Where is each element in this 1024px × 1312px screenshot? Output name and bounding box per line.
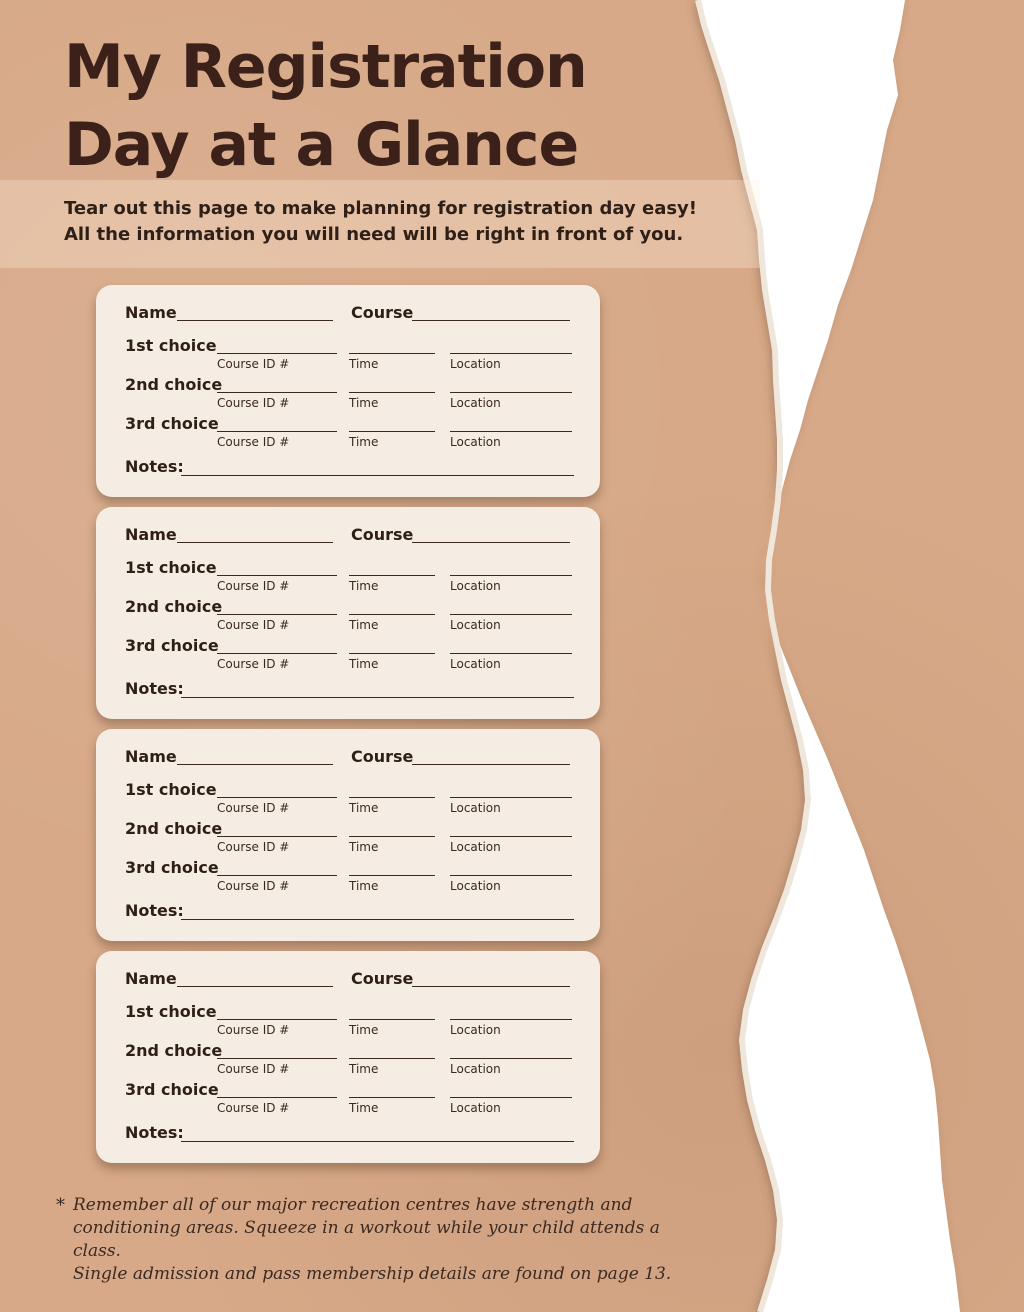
first-choice-row [125,558,574,598]
name-field[interactable] [177,542,333,543]
first-choice-course-id-field[interactable] [217,575,337,576]
first-choice-location-field[interactable] [450,797,572,798]
second-choice-row [125,1041,574,1081]
third-choice-label: 3rd choice [125,1080,219,1099]
first-choice-location-caption: Location [450,1023,501,1037]
title-line: Day at a Glance [64,110,579,180]
second-choice-time-field[interactable] [349,836,435,837]
first-choice-time-caption: Time [349,579,379,593]
first-choice-time-caption: Time [349,1023,379,1037]
footnote [56,1194,696,1286]
name-label: Name [125,303,177,322]
intro-text [64,196,724,248]
second-choice-row [125,819,574,859]
second-choice-location-field[interactable] [450,1058,572,1059]
third-choice-time-field[interactable] [349,1097,435,1098]
registration-card [96,285,600,497]
first-choice-location-field[interactable] [450,575,572,576]
page-title [64,28,684,184]
second-choice-time-caption: Time [349,840,379,854]
registration-card [96,729,600,941]
footnote-line: conditioning areas. Squeeze in a workout while your child attends a class. [73,1218,660,1261]
first-choice-time-caption: Time [349,801,379,815]
first-choice-time-field[interactable] [349,1019,435,1020]
asterisk-icon: * [56,1195,65,1216]
first-choice-course-id-field[interactable] [217,797,337,798]
name-course-row [125,303,574,327]
first-choice-course-id-caption: Course ID # [217,579,290,593]
second-choice-time-caption: Time [349,396,379,410]
first-choice-course-id-caption: Course ID # [217,357,290,371]
second-choice-time-field[interactable] [349,1058,435,1059]
first-choice-course-id-field[interactable] [217,1019,337,1020]
third-choice-row [125,636,574,676]
course-label: Course [351,525,414,544]
third-choice-time-caption: Time [349,879,379,893]
third-choice-course-id-caption: Course ID # [217,1101,290,1115]
notes-label: Notes: [125,457,184,476]
course-field[interactable] [412,320,570,321]
second-choice-label: 2nd choice [125,819,223,838]
course-label: Course [351,969,414,988]
second-choice-course-id-field[interactable] [217,614,337,615]
third-choice-course-id-field[interactable] [217,875,337,876]
footnote-line: Single admission and pass membership details are found on page 13. [73,1264,672,1284]
registration-card [96,507,600,719]
first-choice-course-id-field[interactable] [217,353,337,354]
name-field[interactable] [177,320,333,321]
first-choice-label: 1st choice [125,780,217,799]
notes-field[interactable] [181,475,574,476]
second-choice-row [125,375,574,415]
first-choice-label: 1st choice [125,336,217,355]
second-choice-row [125,597,574,637]
third-choice-row [125,414,574,454]
first-choice-row [125,780,574,820]
third-choice-location-field[interactable] [450,875,572,876]
second-choice-course-id-caption: Course ID # [217,618,290,632]
notes-row [125,1123,574,1147]
third-choice-row [125,858,574,898]
notes-row [125,679,574,703]
third-choice-location-field[interactable] [450,653,572,654]
first-choice-row [125,1002,574,1042]
notes-field[interactable] [181,1141,574,1142]
notes-label: Notes: [125,1123,184,1142]
third-choice-course-id-field[interactable] [217,1097,337,1098]
title-line: My Registration [64,32,587,102]
name-field[interactable] [177,986,333,987]
first-choice-location-caption: Location [450,357,501,371]
name-course-row [125,747,574,771]
third-choice-time-caption: Time [349,657,379,671]
intro-line: All the information you will need will be right in front of you. [64,224,684,245]
second-choice-course-id-field[interactable] [217,392,337,393]
second-choice-location-caption: Location [450,618,501,632]
second-choice-course-id-caption: Course ID # [217,840,290,854]
footnote-line: Remember all of our major recreation centres have strength and [73,1195,633,1215]
third-choice-row [125,1080,574,1120]
third-choice-location-caption: Location [450,657,501,671]
registration-card [96,951,600,1163]
name-field[interactable] [177,764,333,765]
first-choice-time-field[interactable] [349,353,435,354]
second-choice-label: 2nd choice [125,375,223,394]
second-choice-time-field[interactable] [349,614,435,615]
course-label: Course [351,303,414,322]
third-choice-course-id-field[interactable] [217,653,337,654]
first-choice-label: 1st choice [125,558,217,577]
second-choice-label: 2nd choice [125,597,223,616]
first-choice-time-caption: Time [349,357,379,371]
name-label: Name [125,969,177,988]
second-choice-time-caption: Time [349,1062,379,1076]
second-choice-label: 2nd choice [125,1041,223,1060]
first-choice-course-id-caption: Course ID # [217,1023,290,1037]
second-choice-location-caption: Location [450,1062,501,1076]
second-choice-location-caption: Location [450,396,501,410]
third-choice-course-id-caption: Course ID # [217,879,290,893]
third-choice-time-caption: Time [349,435,379,449]
notes-label: Notes: [125,679,184,698]
first-choice-location-field[interactable] [450,353,572,354]
third-choice-time-field[interactable] [349,875,435,876]
name-label: Name [125,525,177,544]
first-choice-time-field[interactable] [349,797,435,798]
first-choice-location-field[interactable] [450,1019,572,1020]
first-choice-label: 1st choice [125,1002,217,1021]
second-choice-location-field[interactable] [450,614,572,615]
course-label: Course [351,747,414,766]
third-choice-location-caption: Location [450,435,501,449]
notes-field[interactable] [181,919,574,920]
course-field[interactable] [412,542,570,543]
first-choice-location-caption: Location [450,579,501,593]
third-choice-label: 3rd choice [125,858,219,877]
name-label: Name [125,747,177,766]
notes-field[interactable] [181,697,574,698]
second-choice-course-id-field[interactable] [217,1058,337,1059]
name-course-row [125,969,574,993]
notes-label: Notes: [125,901,184,920]
third-choice-time-caption: Time [349,1101,379,1115]
third-choice-location-field[interactable] [450,431,572,432]
third-choice-time-field[interactable] [349,653,435,654]
third-choice-location-caption: Location [450,879,501,893]
second-choice-location-field[interactable] [450,836,572,837]
first-choice-row [125,336,574,376]
third-choice-course-id-caption: Course ID # [217,435,290,449]
course-field[interactable] [412,986,570,987]
second-choice-location-field[interactable] [450,392,572,393]
second-choice-course-id-caption: Course ID # [217,396,290,410]
third-choice-location-caption: Location [450,1101,501,1115]
notes-row [125,901,574,925]
third-choice-course-id-field[interactable] [217,431,337,432]
second-choice-time-caption: Time [349,618,379,632]
third-choice-location-field[interactable] [450,1097,572,1098]
second-choice-time-field[interactable] [349,392,435,393]
second-choice-location-caption: Location [450,840,501,854]
intro-line: Tear out this page to make planning for registration day easy! [64,198,697,219]
third-choice-label: 3rd choice [125,636,219,655]
first-choice-location-caption: Location [450,801,501,815]
first-choice-course-id-caption: Course ID # [217,801,290,815]
course-field[interactable] [412,764,570,765]
second-choice-course-id-field[interactable] [217,836,337,837]
first-choice-time-field[interactable] [349,575,435,576]
notes-row [125,457,574,481]
name-course-row [125,525,574,549]
third-choice-time-field[interactable] [349,431,435,432]
third-choice-course-id-caption: Course ID # [217,657,290,671]
third-choice-label: 3rd choice [125,414,219,433]
second-choice-course-id-caption: Course ID # [217,1062,290,1076]
